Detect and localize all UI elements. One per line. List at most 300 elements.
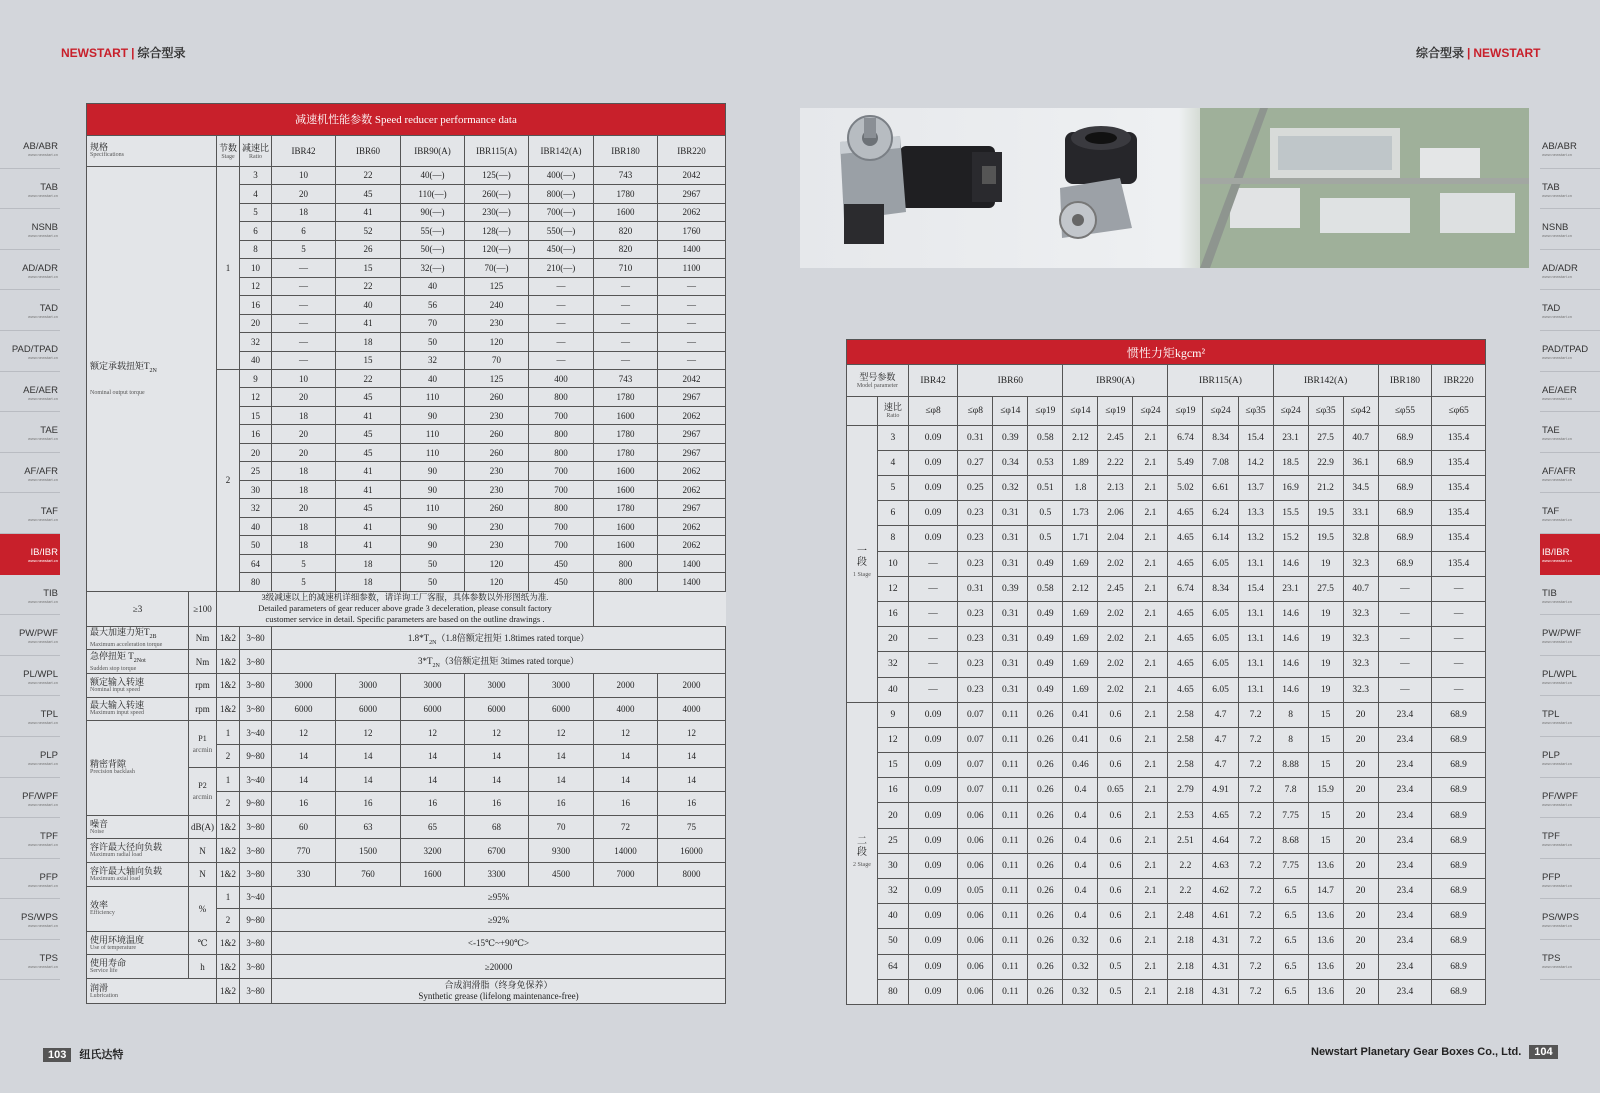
nav-item-url: www.newstart.cn	[1542, 354, 1573, 360]
nav-item-tab[interactable]	[0, 169, 60, 210]
unit-cell: N	[189, 862, 217, 886]
table-cell: 2967	[658, 425, 726, 443]
ratio-header	[877, 397, 908, 425]
table-cell: 0.09	[908, 929, 957, 954]
table-cell: 0.07	[958, 727, 993, 752]
nav-item-nsnb[interactable]	[0, 209, 60, 250]
nav-item-ps-wps[interactable]	[1540, 899, 1600, 940]
nav-item-taf[interactable]	[0, 493, 60, 534]
nav-item-af-afr[interactable]	[1540, 453, 1600, 494]
nav-item-label: PW/PWF	[18, 628, 58, 640]
nav-item-tib[interactable]	[0, 575, 60, 616]
table-row	[847, 627, 1486, 652]
nav-item-url: www.newstart.cn	[1542, 273, 1573, 279]
nav-item-pl-wpl[interactable]	[0, 656, 60, 697]
table-cell: 6.05	[1203, 551, 1238, 576]
table-cell: —	[1432, 576, 1486, 601]
table-row	[847, 476, 1486, 501]
nav-item-label: TAF	[40, 506, 58, 518]
header-separator: |	[131, 46, 135, 60]
value-cell: <-15℃~+90℃>	[272, 931, 726, 955]
nav-item-tpl[interactable]	[1540, 696, 1600, 737]
table-row	[847, 753, 1486, 778]
table-cell: 16	[658, 792, 726, 816]
nav-item-url: www.newstart.cn	[1542, 517, 1573, 523]
nav-item-label: PL/WPL	[23, 668, 58, 680]
table-cell: 2.1	[1133, 828, 1168, 853]
nav-item-tpl[interactable]	[0, 696, 60, 737]
table-cell: 15.5	[1273, 501, 1308, 526]
table-cell: 2.1	[1133, 425, 1168, 450]
row-label	[87, 626, 189, 650]
table-row	[847, 702, 1486, 727]
spec-en: Specifications	[90, 152, 124, 159]
table-cell: 0.23	[958, 551, 993, 576]
table-cell: 41	[336, 517, 401, 535]
table-cell: 8	[877, 526, 908, 551]
table-cell: 0.06	[958, 904, 993, 929]
gearbox-illustration	[1060, 126, 1137, 238]
table-cell: 12	[877, 727, 908, 752]
table-cell: 12	[336, 721, 401, 745]
table-cell: 0.11	[993, 929, 1028, 954]
nav-item-tad[interactable]	[1540, 290, 1600, 331]
model-header: IBR90(A)	[401, 135, 465, 166]
stage-en: Stage	[221, 153, 235, 160]
table-cell: 0.09	[908, 526, 957, 551]
table-cell: 18.5	[1273, 450, 1308, 475]
nav-item-pfp[interactable]	[1540, 859, 1600, 900]
nav-item-plp[interactable]	[0, 737, 60, 778]
table-cell: 135.4	[1432, 501, 1486, 526]
stage-cell: 2	[217, 792, 240, 816]
nav-item-label: PS/WPS	[1542, 912, 1579, 924]
table-cell: 1.69	[1063, 677, 1098, 702]
nav-item-ps-wps[interactable]	[0, 899, 60, 940]
table-cell: 0.06	[958, 853, 993, 878]
table-cell: 26	[336, 240, 401, 258]
nav-item-pad-tpad[interactable]	[1540, 331, 1600, 372]
table-cell: 23.1	[1273, 425, 1308, 450]
table-cell: 2.1	[1133, 904, 1168, 929]
table-row	[847, 778, 1486, 803]
table-cell: 15	[240, 406, 272, 424]
nav-item-pw-pwf[interactable]	[1540, 615, 1600, 656]
table-cell: 2.1	[1133, 929, 1168, 954]
nav-item-label: NSNB	[1542, 222, 1569, 234]
table-cell: 32.3	[1343, 551, 1378, 576]
table-cell: 23.4	[1378, 929, 1432, 954]
stage-cn: 一	[856, 546, 867, 558]
table-cell: 2.1	[1133, 778, 1168, 803]
table-cell: 260	[465, 388, 529, 406]
table-cell: 0.23	[958, 677, 993, 702]
table-cell: 110	[401, 388, 465, 406]
table-cell: 4.65	[1168, 652, 1203, 677]
table-cell: 4.65	[1168, 627, 1203, 652]
axial-load-row	[87, 862, 726, 886]
nav-item-url: www.newstart.cn	[1542, 963, 1573, 969]
nav-item-ab-abr[interactable]	[0, 128, 60, 169]
table-cell: 6.5	[1273, 879, 1308, 904]
row-label	[87, 955, 189, 979]
label-en: Noise	[90, 828, 104, 835]
nav-item-tae[interactable]	[1540, 412, 1600, 453]
ratio-cell: 3~80	[240, 979, 272, 1004]
table-cell: 4	[877, 450, 908, 475]
table-cell: 68.9	[1432, 753, 1486, 778]
shaft-size-header: ≤φ35	[1308, 397, 1343, 425]
shaft-size-header: ≤φ24	[1273, 397, 1308, 425]
table-cell: 2062	[658, 480, 726, 498]
table-cell: 400	[529, 369, 594, 387]
table-cell: 18	[272, 480, 336, 498]
nav-item-nsnb[interactable]	[1540, 209, 1600, 250]
table-cell: 135.4	[1432, 551, 1486, 576]
table-cell: 0.26	[1028, 929, 1063, 954]
nav-item-url: www.newstart.cn	[1542, 720, 1573, 726]
nav-item-label: AB/ABR	[23, 141, 58, 152]
nav-item-tpf[interactable]	[0, 818, 60, 859]
table-cell: 14.6	[1273, 601, 1308, 626]
table-cell: 820	[594, 240, 658, 258]
nav-item-label: NSNB	[31, 222, 58, 234]
table-cell: 8.34	[1203, 576, 1238, 601]
table-row	[847, 677, 1486, 702]
table-cell: —	[594, 296, 658, 314]
nav-item-url: www.newstart.cn	[1542, 192, 1573, 198]
nav-item-plp[interactable]	[1540, 737, 1600, 778]
table-cell: 50(—)	[401, 240, 465, 258]
nav-item-pf-wpf[interactable]	[0, 778, 60, 819]
table-cell: 7.2	[1238, 753, 1273, 778]
table-cell: 0.41	[1063, 727, 1098, 752]
nav-item-tpf[interactable]	[1540, 818, 1600, 859]
spec-cn: 规格	[90, 142, 109, 153]
ratio-cell: 3~80	[240, 862, 272, 886]
table-cell: 4.65	[1168, 677, 1203, 702]
ratio-cell: 3~40	[240, 768, 272, 792]
nav-item-label: IB/IBR	[30, 546, 58, 558]
table-cell: 0.31	[993, 501, 1028, 526]
max-input-speed-row	[87, 697, 726, 721]
table-cell: 20	[272, 499, 336, 517]
nav-item-label: TAE	[1542, 425, 1560, 437]
stage-cell: 1&2	[217, 955, 240, 979]
nav-item-label: AE/AER	[23, 384, 58, 396]
table-cell: 23.4	[1378, 778, 1432, 803]
nav-item-tps[interactable]	[0, 940, 60, 981]
table-cell: —	[529, 277, 594, 295]
table-cell: 450	[529, 554, 594, 572]
nav-item-ad-adr[interactable]	[0, 250, 60, 291]
table-cell: 9300	[529, 839, 594, 863]
label-cn: 噪音	[90, 818, 109, 829]
ratio-cell: ≥100	[189, 591, 217, 626]
table-cell: 2.1	[1133, 803, 1168, 828]
table-cell: 68.9	[1432, 778, 1486, 803]
label-cn: 精密背隙	[90, 759, 127, 770]
table-cell: 7.2	[1238, 979, 1273, 1004]
table-cell: —	[529, 333, 594, 351]
table-cell: 0.26	[1028, 727, 1063, 752]
table-cell: —	[658, 333, 726, 351]
label-subscript: 2Not	[133, 657, 146, 664]
label-en: Maximum input speed	[90, 710, 144, 717]
table-cell: 1400	[658, 240, 726, 258]
table-cell: 19	[1308, 627, 1343, 652]
table-cell: 68.9	[1432, 979, 1486, 1004]
table-cell: 4.65	[1168, 526, 1203, 551]
stage-cn: 段	[856, 557, 867, 569]
table-cell: 230	[465, 406, 529, 424]
table-cell: 2.2	[1168, 879, 1203, 904]
table-cell: 0.6	[1098, 879, 1133, 904]
table-cell: 68.9	[1378, 551, 1432, 576]
nav-item-url: www.newstart.cn	[27, 314, 58, 320]
nav-item-pad-tpad[interactable]	[0, 331, 60, 372]
table-cell: —	[272, 259, 336, 277]
table-cell: 20	[1343, 803, 1378, 828]
nav-item-pfp[interactable]	[0, 859, 60, 900]
table-cell: 0.26	[1028, 753, 1063, 778]
table-cell: —	[1378, 576, 1432, 601]
table-cell: 2.58	[1168, 727, 1203, 752]
table-cell: 0.6	[1098, 702, 1133, 727]
table-cell: 56	[401, 296, 465, 314]
table-cell: 20	[1343, 853, 1378, 878]
table-row	[847, 929, 1486, 954]
table-cell: 5	[240, 203, 272, 221]
nav-item-label: AD/ADR	[1542, 262, 1578, 274]
table-cell: 68.9	[1378, 476, 1432, 501]
nav-item-tae[interactable]	[0, 412, 60, 453]
table-cell: 18	[272, 536, 336, 554]
table-cell: 90	[401, 536, 465, 554]
nav-item-label: TPF	[40, 831, 58, 843]
table-cell: 760	[336, 862, 401, 886]
model-header: IBR220	[658, 135, 726, 166]
table-cell: 2967	[658, 443, 726, 461]
table-cell: 30	[877, 853, 908, 878]
table-cell: 230	[465, 517, 529, 535]
table-cell: —	[1432, 652, 1486, 677]
table-cell: 20	[1343, 828, 1378, 853]
table-cell: 125(—)	[465, 166, 529, 184]
grade3-note	[217, 591, 594, 626]
table-cell: —	[594, 351, 658, 369]
stage-cell: 1&2	[217, 815, 240, 839]
table-cell: —	[272, 314, 336, 332]
ratio-cell: 3~80	[240, 626, 272, 650]
table-cell: 15	[1308, 702, 1343, 727]
table-cell: 0.09	[908, 828, 957, 853]
table-cell: 0.11	[993, 727, 1028, 752]
table-cell: 40	[240, 351, 272, 369]
table-cell: 0.4	[1063, 828, 1098, 853]
table-cell: 0.06	[958, 828, 993, 853]
nav-item-taf[interactable]	[1540, 493, 1600, 534]
model-header: IBR115(A)	[1168, 365, 1273, 397]
table-cell: 210(—)	[529, 259, 594, 277]
stage-cell: 1&2	[217, 650, 240, 674]
table-cell: 0.49	[1028, 601, 1063, 626]
nav-item-tab[interactable]	[1540, 169, 1600, 210]
table-cell: 50	[877, 929, 908, 954]
table-cell: 0.31	[993, 551, 1028, 576]
table-cell: 4.64	[1203, 828, 1238, 853]
nav-item-label: PW/PWF	[1542, 628, 1582, 640]
nav-item-pf-wpf[interactable]	[1540, 778, 1600, 819]
table-cell: 6.05	[1203, 652, 1238, 677]
table-cell: 7.2	[1238, 702, 1273, 727]
stage-label	[847, 702, 878, 1004]
nav-item-tib[interactable]	[1540, 575, 1600, 616]
nav-item-ab-abr[interactable]	[1540, 128, 1600, 169]
table-cell: 15	[877, 753, 908, 778]
sudden-stop-torque-row	[87, 650, 726, 674]
table-cell: —	[1432, 627, 1486, 652]
table-cell: 68.9	[1378, 501, 1432, 526]
table-cell: 2.18	[1168, 979, 1203, 1004]
nav-item-url: www.newstart.cn	[1542, 679, 1573, 685]
table-cell: 2.1	[1133, 753, 1168, 778]
table-cell: 7.2	[1238, 778, 1273, 803]
nav-item-url: www.newstart.cn	[27, 192, 58, 198]
table-cell: 41	[336, 314, 401, 332]
table-cell: 700	[529, 462, 594, 480]
table-cell: 2062	[658, 517, 726, 535]
table-cell: 40	[877, 904, 908, 929]
nav-item-label: PFP	[1542, 871, 1561, 883]
table-cell: 27.5	[1308, 576, 1343, 601]
table-cell: 700(—)	[529, 203, 594, 221]
table-cell: 7.2	[1238, 954, 1273, 979]
stage-cell: 2	[217, 369, 240, 591]
nav-item-tps[interactable]	[1540, 940, 1600, 981]
stage-en: 1 Stage	[853, 572, 871, 579]
label-en: Ratio	[886, 413, 900, 420]
table-cell: 0.4	[1063, 803, 1098, 828]
efficiency-row	[87, 886, 726, 909]
stage-cell: 1&2	[217, 626, 240, 650]
table-cell: 1600	[594, 536, 658, 554]
table-cell: 0.5	[1098, 954, 1133, 979]
row-label	[87, 886, 189, 931]
nav-item-ae-aer[interactable]	[1540, 372, 1600, 413]
company-name-en: Newstart Planetary Gear Boxes Co., Ltd.	[1311, 1046, 1522, 1058]
table-cell: 23.4	[1378, 853, 1432, 878]
table-cell: 50	[401, 573, 465, 591]
table-cell: 700	[529, 480, 594, 498]
table-cell: 20	[240, 443, 272, 461]
model-header: IBR60	[336, 135, 401, 166]
table-cell: 14.6	[1273, 551, 1308, 576]
table-cell: 0.11	[993, 904, 1028, 929]
table-cell: 6	[240, 222, 272, 240]
ratio-cell: 3~80	[240, 697, 272, 721]
table-cell: 16	[401, 792, 465, 816]
table-cell: 1500	[336, 839, 401, 863]
nav-item-label: TPL	[1542, 709, 1560, 721]
nav-item-ib-ibr[interactable]	[0, 534, 60, 575]
table-cell: 0.11	[993, 778, 1028, 803]
table-cell: 10	[272, 369, 336, 387]
unit-cell: Nm	[189, 626, 217, 650]
table-cell: 743	[594, 369, 658, 387]
table-cell: 7.2	[1238, 929, 1273, 954]
table-cell: 12	[877, 576, 908, 601]
nav-item-label: PF/WPF	[1542, 790, 1578, 802]
right-footer	[1311, 1046, 1558, 1058]
nav-item-ib-ibr[interactable]	[1540, 534, 1600, 575]
label-subscript: 2N	[149, 367, 157, 374]
table-cell: 7.2	[1238, 727, 1273, 752]
table-cell: 0.11	[993, 702, 1028, 727]
table-cell: 2062	[658, 203, 726, 221]
left-footer	[43, 1046, 123, 1062]
table-cell: 32	[240, 333, 272, 351]
table-cell: 23.4	[1378, 803, 1432, 828]
value-text: （1.8倍额定扭矩 1.8times rated torque）	[436, 632, 590, 643]
table-cell: 18	[336, 554, 401, 572]
nav-item-url: www.newstart.cn	[27, 395, 58, 401]
service-life-row	[87, 955, 726, 979]
nav-item-tad[interactable]	[0, 290, 60, 331]
nav-item-label: AE/AER	[1542, 384, 1577, 396]
nav-item-ad-adr[interactable]	[1540, 250, 1600, 291]
table-cell: 40	[401, 369, 465, 387]
nav-item-url: www.newstart.cn	[27, 152, 58, 157]
table-cell: 21.2	[1308, 476, 1343, 501]
table-cell: 0.5	[1028, 501, 1063, 526]
nav-item-af-afr[interactable]	[0, 453, 60, 494]
table-cell: 4.7	[1203, 753, 1238, 778]
table-cell: 800	[594, 573, 658, 591]
table-cell: 32	[877, 652, 908, 677]
label-en: Use of temperature	[90, 944, 136, 951]
table-row	[847, 879, 1486, 904]
table-cell: 120	[465, 554, 529, 572]
table-cell: 20	[877, 627, 908, 652]
table-cell: 550(—)	[529, 222, 594, 240]
table-cell: 0.09	[908, 803, 957, 828]
table-cell: 0.6	[1098, 803, 1133, 828]
table-cell: 1780	[594, 185, 658, 203]
table-cell: 2.1	[1133, 879, 1168, 904]
table-cell: 0.23	[958, 501, 993, 526]
table-cell: 6.74	[1168, 425, 1203, 450]
table-cell: 2.1	[1133, 450, 1168, 475]
table-cell: 0.6	[1098, 853, 1133, 878]
nav-item-label: TAD	[39, 303, 58, 315]
table-cell: 6.05	[1203, 601, 1238, 626]
table-cell: 7.8	[1273, 778, 1308, 803]
ratio-cell: 3~80	[240, 955, 272, 979]
nav-item-url: www.newstart.cn	[27, 273, 58, 279]
table-cell: 16	[272, 792, 336, 816]
stage-cell: 2	[217, 744, 240, 768]
nav-item-pl-wpl[interactable]	[1540, 656, 1600, 697]
nav-item-ae-aer[interactable]	[0, 372, 60, 413]
table-cell: 30	[240, 480, 272, 498]
table-cell: 120(—)	[465, 240, 529, 258]
table-cell: 2.12	[1063, 576, 1098, 601]
table-cell: 230	[465, 480, 529, 498]
unit-cell: ℃	[189, 931, 217, 955]
nav-item-pw-pwf[interactable]	[0, 615, 60, 656]
ratio-header	[240, 135, 272, 166]
